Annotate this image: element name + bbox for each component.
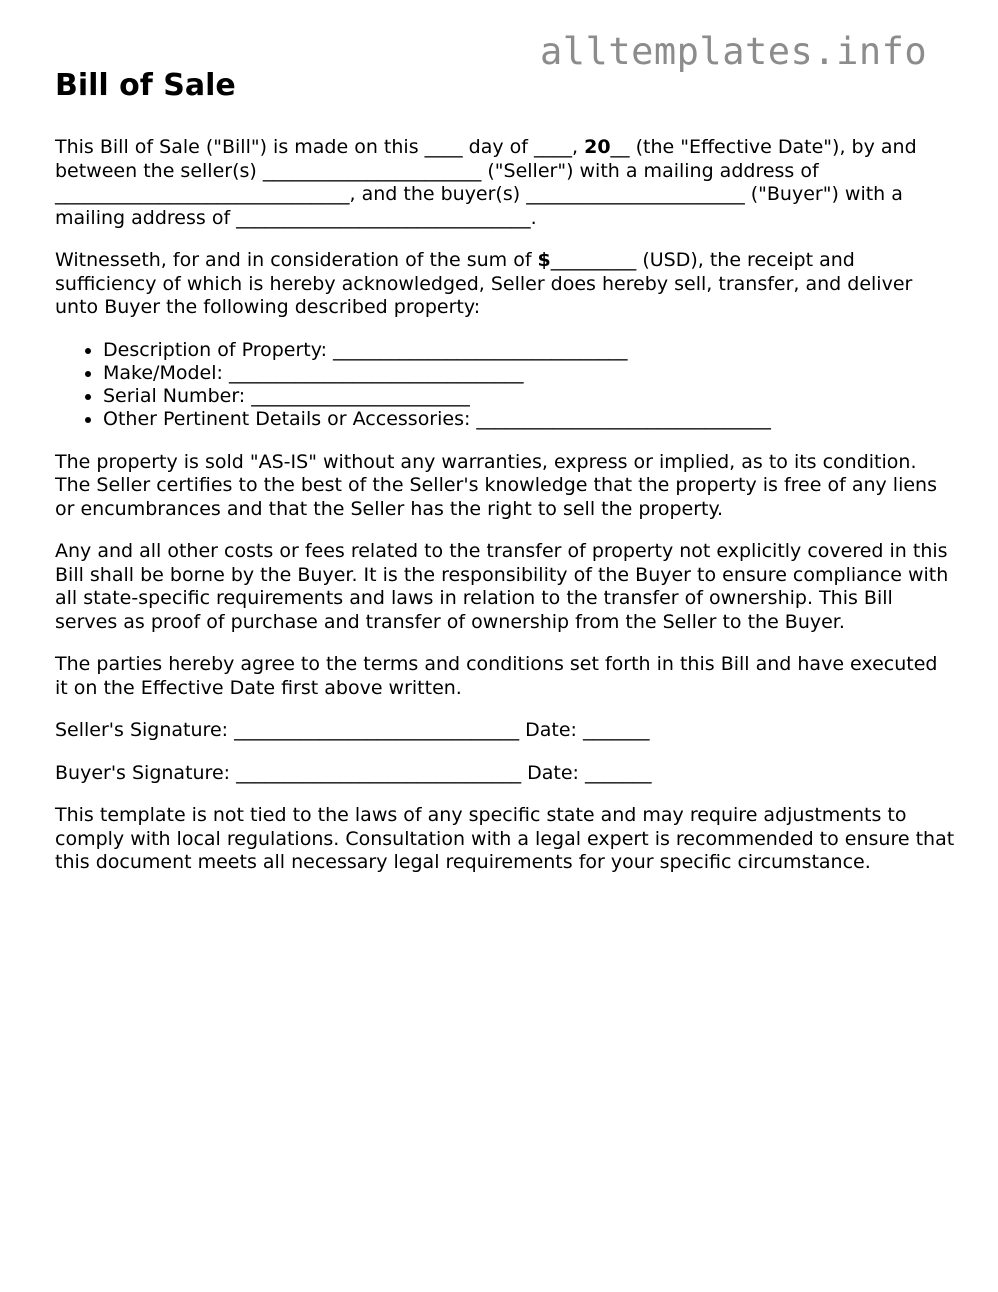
property-other-details-item: • Other Pertinent Details or Accessories: _______________________________ bbox=[103, 408, 955, 431]
as-is-paragraph: The property is sold "AS-IS" without any warranties, express or implied, as to its condition. The Seller certifies to the best of the Seller's knowledge that the property is free of any liens or encumbrances and that the Seller has the right to sell the property. bbox=[55, 450, 937, 520]
consideration-paragraph bbox=[55, 249, 955, 320]
property-description-item: • Description of Property: _______________________________ bbox=[103, 339, 955, 362]
intro-year-prefix: 20 bbox=[584, 136, 611, 158]
document-page bbox=[55, 66, 955, 894]
intro-paragraph bbox=[55, 136, 955, 230]
buyer-signature-line: Buyer's Signature: ______________________________ Date: _______ bbox=[55, 761, 652, 784]
document-title: Bill of Sale bbox=[55, 68, 236, 103]
costs-paragraph: Any and all other costs or fees related to the transfer of property not explicitly covered in this Bill shall be borne by the Buyer. It is the responsibility of the Buyer to ensure compliance with all state-specific requirements and laws in relation to the transfer of ownership. This Bill serves as proof of purchase and transfer of ownership from the Seller to the Buyer. bbox=[55, 540, 949, 633]
intro-text-a: This Bill of Sale ("Bill") is made on this ____ day of ____, bbox=[55, 136, 585, 158]
consideration-currency: $ bbox=[537, 249, 551, 271]
property-list bbox=[55, 339, 955, 432]
watermark: alltemplates.info bbox=[540, 30, 928, 73]
consideration-text-a: Witnesseth, for and in consideration of the sum of bbox=[55, 249, 538, 271]
agreement-paragraph: The parties hereby agree to the terms and conditions set forth in this Bill and have executed it on the Effective Date first above written. bbox=[55, 653, 938, 699]
intro-text-b: __ (the "Effective Date"), by and between the seller(s) _______________________ ("Seller") with a mailing address of _______________________________, and the buyer(s) _______________________ ("Buyer") with a mailing address of _______________________________. bbox=[55, 136, 917, 229]
property-serial-number-item: • Serial Number: _______________________ bbox=[103, 385, 955, 408]
property-make-model-item: • Make/Model: _______________________________ bbox=[103, 362, 955, 385]
consideration-text-b: _________ (USD), the receipt and sufficiency of which is hereby acknowledged, Seller does hereby sell, transfer, and deliver unto Buyer the following described property: bbox=[55, 249, 913, 318]
seller-signature-line: Seller's Signature: ______________________________ Date: _______ bbox=[55, 719, 650, 742]
disclaimer-paragraph: This template is not tied to the laws of any specific state and may require adjustments to comply with local regulations. Consultation with a legal expert is recommended to ensure that this document meets all necessary legal requirements for your specific circumstance. bbox=[55, 804, 955, 874]
